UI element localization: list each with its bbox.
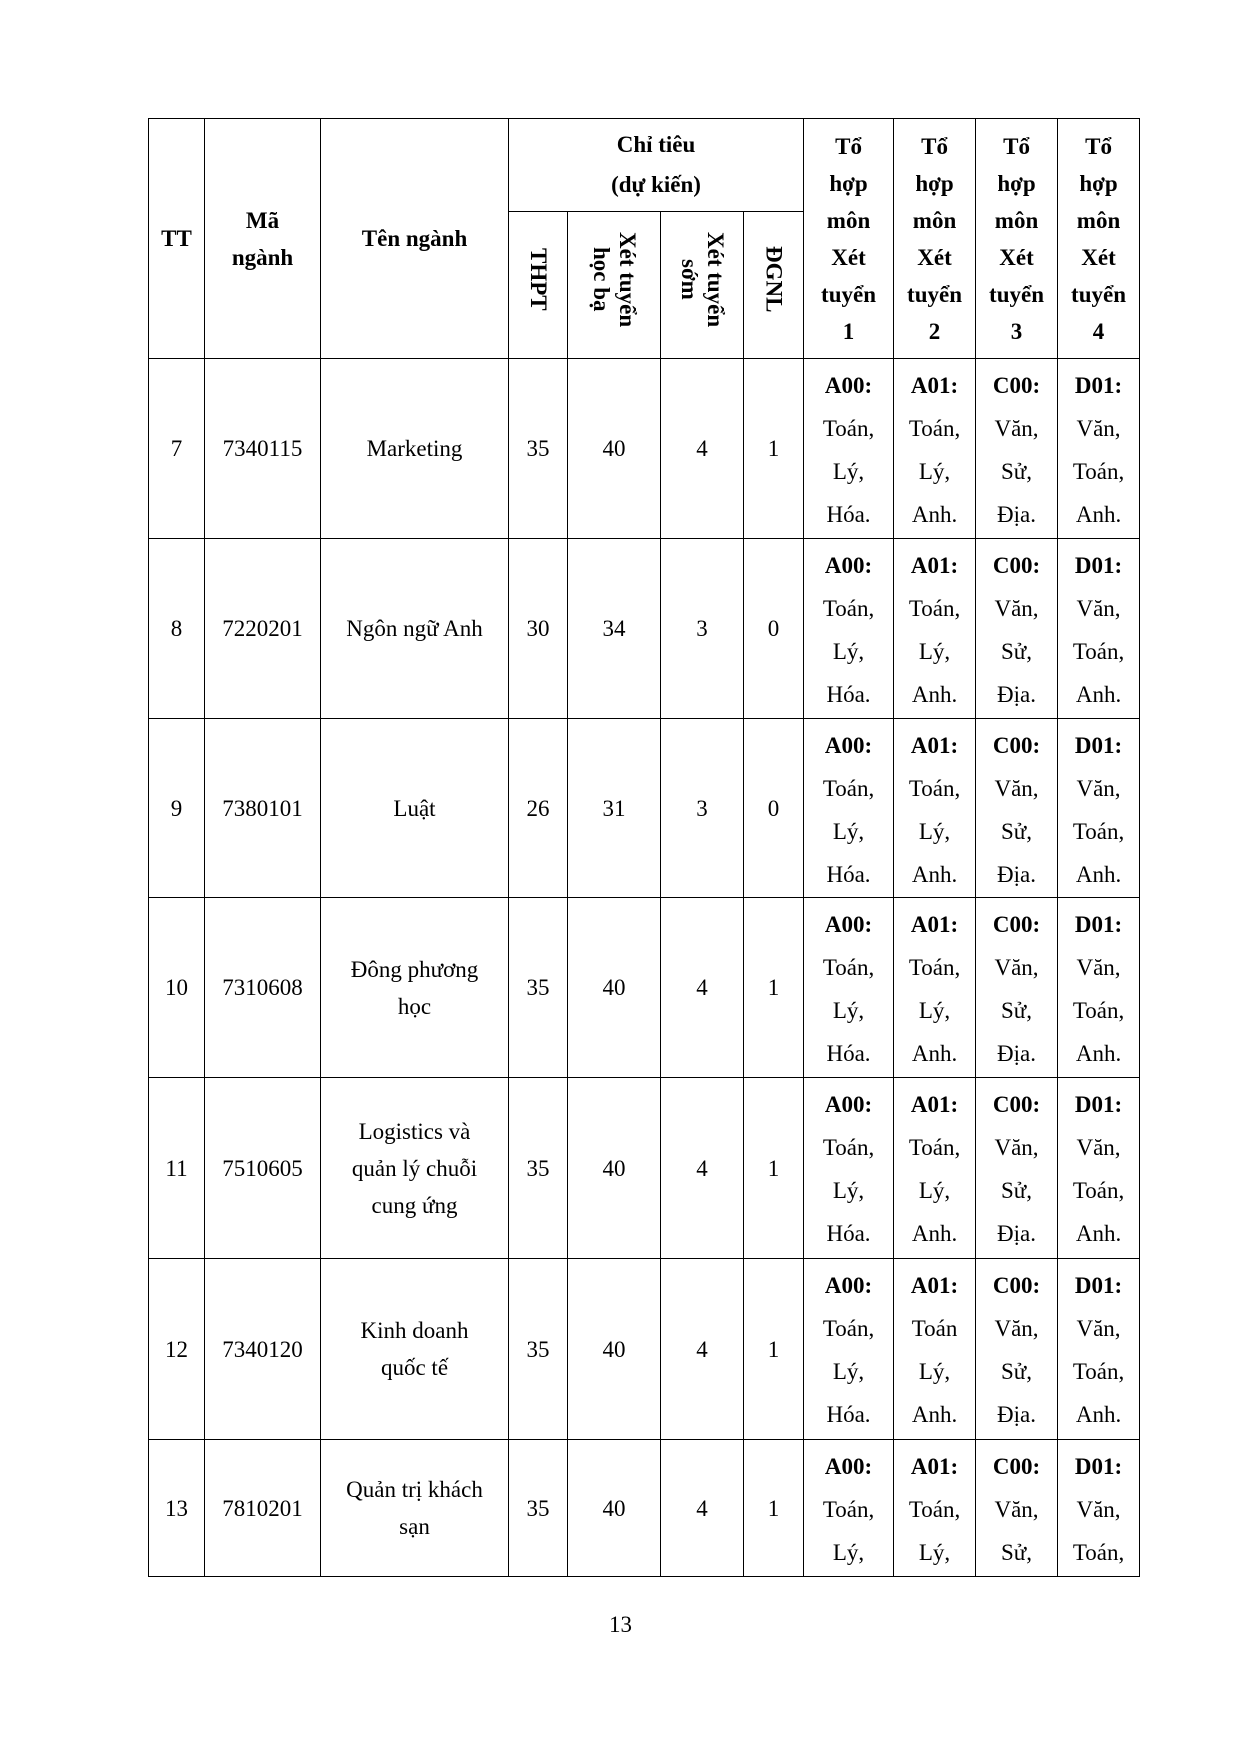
- combo-code: C00:: [992, 373, 1041, 398]
- header-chi-tieu: [509, 119, 804, 212]
- combo-code: D01:: [1074, 1092, 1123, 1117]
- combo-code: A01:: [910, 1454, 959, 1479]
- combo-subject: Văn,: [1076, 1497, 1121, 1522]
- combo-subject: Toán,: [1072, 459, 1125, 484]
- combo-subject: Văn,: [1076, 955, 1121, 980]
- combo-subject: Anh.: [1075, 682, 1122, 707]
- combo-code: D01:: [1074, 1273, 1123, 1298]
- cell-ma-nganh: 7340120: [205, 1259, 321, 1440]
- combo-subject: Sử,: [1001, 998, 1033, 1023]
- combo-code: D01:: [1074, 373, 1123, 398]
- cell-ma-nganh: 7340115: [205, 359, 321, 539]
- combo-subject: Toán,: [908, 416, 961, 441]
- combo-subject: Địa.: [997, 1221, 1037, 1246]
- combo-code: A01:: [910, 1092, 959, 1117]
- combo-subject: Anh.: [1075, 1041, 1122, 1066]
- combo-subject: Toán,: [1072, 639, 1125, 664]
- combo-subject: Lý,: [918, 1178, 951, 1203]
- cell-combo-4: [1058, 719, 1140, 898]
- combo-subject: Anh.: [911, 502, 958, 527]
- header-combo-line: 3: [1010, 318, 1023, 344]
- combo-subject: Anh.: [1075, 862, 1122, 887]
- combo-subject: Lý,: [832, 998, 865, 1023]
- combo-code: A01:: [910, 733, 959, 758]
- cell-som: 4: [661, 1078, 744, 1259]
- header-combo-line: môn: [994, 207, 1039, 233]
- cell-combo-1: [804, 898, 894, 1078]
- cell-combo-3: [976, 898, 1058, 1078]
- header-combo-line: Tổ: [921, 133, 948, 159]
- table-row: [149, 898, 1140, 1078]
- combo-subject: Văn,: [994, 955, 1039, 980]
- combo-subject: Lý,: [832, 1540, 865, 1565]
- cell-combo-1: [804, 719, 894, 898]
- cell-combo-2: [894, 539, 976, 719]
- header-ma-nganh: [205, 119, 321, 359]
- header-combo-2: [894, 119, 976, 359]
- cell-ma-nganh: 7510605: [205, 1078, 321, 1259]
- ten-nganh-line: học: [397, 993, 432, 1019]
- cell-som: 4: [661, 1259, 744, 1440]
- combo-subject: Lý,: [918, 1540, 951, 1565]
- cell-combo-3: [976, 359, 1058, 539]
- combo-subject: Địa.: [997, 1041, 1037, 1066]
- header-combo-line: môn: [826, 207, 871, 233]
- cell-combo-1: [804, 539, 894, 719]
- header-ma-nganh-line: Mã: [245, 207, 280, 233]
- ten-nganh-line: quản lý chuỗi: [351, 1155, 478, 1181]
- combo-subject: Lý,: [918, 639, 951, 664]
- header-combo-line: Tổ: [835, 133, 862, 159]
- combo-subject: Anh.: [911, 862, 958, 887]
- combo-subject: Sử,: [1001, 1359, 1033, 1384]
- header-combo-line: Xét: [917, 244, 952, 270]
- combo-subject: Lý,: [832, 1359, 865, 1384]
- combo-subject: Lý,: [918, 819, 951, 844]
- combo-subject: Toán,: [1072, 1359, 1125, 1384]
- combo-code: D01:: [1074, 912, 1123, 937]
- cell-ten-nganh: [321, 359, 509, 539]
- combo-subject: Văn,: [1076, 1316, 1121, 1341]
- combo-subject: Sử,: [1001, 459, 1033, 484]
- combo-subject: Hóa.: [826, 682, 871, 707]
- header-chi-tieu-line: (dự kiến): [611, 172, 701, 197]
- cell-thpt: 35: [509, 1440, 568, 1577]
- combo-subject: Anh.: [911, 1402, 958, 1427]
- cell-combo-4: [1058, 1259, 1140, 1440]
- combo-code: A00:: [824, 912, 873, 937]
- combo-subject: Địa.: [997, 862, 1037, 887]
- combo-subject: Văn,: [994, 1316, 1039, 1341]
- header-combo-line: Tổ: [1085, 133, 1112, 159]
- cell-combo-2: [894, 898, 976, 1078]
- cell-dgnl: 0: [744, 539, 804, 719]
- combo-subject: Văn,: [1076, 776, 1121, 801]
- ten-nganh-line: Kinh doanh: [360, 1318, 469, 1343]
- combo-subject: Địa.: [997, 502, 1037, 527]
- combo-subject: Lý,: [918, 459, 951, 484]
- cell-combo-1: [804, 1078, 894, 1259]
- table-body: [149, 359, 1140, 1577]
- header-combo-line: hợp: [1079, 170, 1118, 196]
- combo-code: C00:: [992, 912, 1041, 937]
- combo-code: A01:: [910, 553, 959, 578]
- combo-subject: Văn,: [994, 1135, 1039, 1160]
- cell-tt: 13: [149, 1440, 205, 1577]
- header-ten-nganh: Tên ngành: [321, 119, 509, 359]
- ten-nganh-line: Logistics và: [358, 1118, 471, 1144]
- combo-code: D01:: [1074, 733, 1123, 758]
- cell-ma-nganh: 7310608: [205, 898, 321, 1078]
- header-som-text: Xét tuyển sớm: [677, 231, 728, 328]
- combo-code: D01:: [1074, 553, 1123, 578]
- cell-combo-2: [894, 359, 976, 539]
- combo-subject: Toán,: [908, 776, 961, 801]
- combo-subject: Toán,: [908, 955, 961, 980]
- header-combo-line: hợp: [997, 170, 1036, 196]
- combo-subject: Anh.: [1075, 1402, 1122, 1427]
- cell-hoc-ba: 40: [568, 1259, 661, 1440]
- combo-subject: Toán,: [1072, 998, 1125, 1023]
- header-ma-nganh-line: ngành: [231, 244, 294, 270]
- header-dgnl-text: ĐGNL: [761, 246, 787, 313]
- combo-subject: Địa.: [997, 1402, 1037, 1427]
- cell-ma-nganh: 7220201: [205, 539, 321, 719]
- header-combo-line: tuyển: [989, 281, 1044, 307]
- combo-subject: Toán,: [1072, 1540, 1125, 1565]
- cell-combo-3: [976, 1078, 1058, 1259]
- cell-combo-3: [976, 719, 1058, 898]
- combo-subject: Toán,: [822, 596, 875, 621]
- cell-dgnl: 1: [744, 359, 804, 539]
- combo-subject: Hóa.: [826, 1221, 871, 1246]
- combo-subject: Lý,: [832, 639, 865, 664]
- combo-code: A01:: [910, 373, 959, 398]
- combo-code: D01:: [1074, 1454, 1123, 1479]
- combo-subject: Toán,: [822, 416, 875, 441]
- cell-combo-2: [894, 719, 976, 898]
- cell-thpt: 30: [509, 539, 568, 719]
- header-combo-line: môn: [1076, 207, 1121, 233]
- cell-som: 3: [661, 719, 744, 898]
- combo-code: A00:: [824, 733, 873, 758]
- ten-nganh-line: Đông phương: [350, 956, 479, 982]
- cell-tt: 11: [149, 1078, 205, 1259]
- header-combo-line: hợp: [829, 170, 868, 196]
- combo-subject: Toán,: [908, 1497, 961, 1522]
- cell-combo-2: [894, 1078, 976, 1259]
- table-row: [149, 719, 1140, 898]
- cell-som: 4: [661, 898, 744, 1078]
- combo-code: A00:: [824, 1273, 873, 1298]
- cell-hoc-ba: 40: [568, 1078, 661, 1259]
- combo-subject: Toán,: [1072, 819, 1125, 844]
- cell-dgnl: 1: [744, 1259, 804, 1440]
- combo-subject: Hóa.: [826, 1402, 871, 1427]
- combo-subject: Toán,: [822, 776, 875, 801]
- header-combo-4: [1058, 119, 1140, 359]
- table-row: [149, 1078, 1140, 1259]
- cell-combo-2: [894, 1259, 976, 1440]
- cell-ten-nganh: [321, 1440, 509, 1577]
- cell-tt: 12: [149, 1259, 205, 1440]
- cell-combo-4: [1058, 539, 1140, 719]
- header-combo-line: 2: [928, 318, 941, 344]
- combo-subject: Sử,: [1001, 639, 1033, 664]
- cell-hoc-ba: 34: [568, 539, 661, 719]
- combo-code: A00:: [824, 553, 873, 578]
- cell-combo-4: [1058, 898, 1140, 1078]
- header-combo-line: 1: [842, 318, 855, 344]
- combo-subject: Anh.: [1075, 502, 1122, 527]
- cell-combo-1: [804, 359, 894, 539]
- header-combo-line: Tổ: [1003, 133, 1030, 159]
- header-combo-line: 4: [1092, 318, 1105, 344]
- cell-hoc-ba: 31: [568, 719, 661, 898]
- cell-thpt: 26: [509, 719, 568, 898]
- cell-combo-1: [804, 1440, 894, 1577]
- header-dgnl: [744, 212, 804, 359]
- combo-subject: Lý,: [832, 819, 865, 844]
- cell-hoc-ba: 40: [568, 359, 661, 539]
- cell-ten-nganh: [321, 898, 509, 1078]
- cell-thpt: 35: [509, 1078, 568, 1259]
- combo-subject: Văn,: [994, 1497, 1039, 1522]
- combo-subject: Sử,: [1001, 1178, 1033, 1203]
- combo-subject: Toán,: [822, 955, 875, 980]
- header-combo-line: Xét: [1081, 244, 1116, 270]
- header-hoc-ba-text: Xét tuyển học bạ: [589, 231, 640, 328]
- combo-code: A00:: [824, 1092, 873, 1117]
- cell-ma-nganh: 7810201: [205, 1440, 321, 1577]
- cell-thpt: 35: [509, 898, 568, 1078]
- cell-som: 4: [661, 1440, 744, 1577]
- cell-dgnl: 0: [744, 719, 804, 898]
- combo-subject: Anh.: [911, 1221, 958, 1246]
- combo-subject: Văn,: [1076, 1135, 1121, 1160]
- combo-subject: Sử,: [1001, 819, 1033, 844]
- header-combo-line: Xét: [999, 244, 1034, 270]
- combo-code: C00:: [992, 553, 1041, 578]
- combo-code: C00:: [992, 1273, 1041, 1298]
- cell-hoc-ba: 40: [568, 898, 661, 1078]
- combo-subject: Toán,: [1072, 1178, 1125, 1203]
- combo-subject: Anh.: [911, 1041, 958, 1066]
- combo-subject: Anh.: [911, 682, 958, 707]
- combo-subject: Văn,: [994, 776, 1039, 801]
- cell-hoc-ba: 40: [568, 1440, 661, 1577]
- cell-combo-3: [976, 1440, 1058, 1577]
- header-combo-line: tuyển: [1071, 281, 1126, 307]
- cell-combo-3: [976, 1259, 1058, 1440]
- combo-subject: Hóa.: [826, 862, 871, 887]
- table-row: [149, 539, 1140, 719]
- combo-code: A00:: [824, 1454, 873, 1479]
- cell-som: 3: [661, 539, 744, 719]
- cell-combo-4: [1058, 359, 1140, 539]
- header-combo-line: môn: [912, 207, 957, 233]
- combo-subject: Địa.: [997, 682, 1037, 707]
- header-combo-line: hợp: [915, 170, 954, 196]
- cell-tt: 8: [149, 539, 205, 719]
- ten-nganh-line: Ngôn ngữ Anh: [346, 616, 483, 641]
- combo-subject: Hóa.: [826, 502, 871, 527]
- header-som: [661, 212, 744, 359]
- combo-subject: Toán: [911, 1316, 958, 1341]
- header-combo-line: tuyển: [907, 281, 962, 307]
- header-hoc-ba: [568, 212, 661, 359]
- header-combo-line: Xét: [831, 244, 866, 270]
- combo-subject: Lý,: [918, 1359, 951, 1384]
- cell-combo-2: [894, 1440, 976, 1577]
- ten-nganh-line: Luật: [393, 795, 436, 821]
- combo-subject: Toán,: [908, 596, 961, 621]
- ten-nganh-line: Quản trị khách: [346, 1477, 483, 1502]
- combo-subject: Lý,: [832, 459, 865, 484]
- ten-nganh-line: sạn: [399, 1514, 430, 1539]
- combo-subject: Lý,: [918, 998, 951, 1023]
- combo-subject: Toán,: [908, 1135, 961, 1160]
- combo-code: C00:: [992, 1454, 1041, 1479]
- table-row: [149, 1440, 1140, 1577]
- cell-som: 4: [661, 359, 744, 539]
- page-number: 13: [609, 1612, 632, 1637]
- cell-dgnl: 1: [744, 1078, 804, 1259]
- combo-code: C00:: [992, 1092, 1041, 1117]
- combo-subject: Toán,: [822, 1316, 875, 1341]
- cell-combo-1: [804, 1259, 894, 1440]
- cell-thpt: 35: [509, 359, 568, 539]
- ten-nganh-line: quốc tế: [380, 1355, 449, 1380]
- cell-combo-4: [1058, 1440, 1140, 1577]
- cell-tt: 9: [149, 719, 205, 898]
- cell-tt: 7: [149, 359, 205, 539]
- combo-subject: Sử,: [1001, 1540, 1033, 1565]
- combo-subject: Hóa.: [826, 1041, 871, 1066]
- cell-ten-nganh: [321, 539, 509, 719]
- ten-nganh-line: cung ứng: [371, 1192, 458, 1218]
- header-tt: TT: [149, 119, 205, 359]
- cell-tt: 10: [149, 898, 205, 1078]
- cell-ten-nganh: [321, 719, 509, 898]
- ten-nganh-line: Marketing: [366, 436, 463, 461]
- combo-subject: Toán,: [822, 1135, 875, 1160]
- header-combo-line: tuyển: [821, 281, 876, 307]
- combo-code: A01:: [910, 1273, 959, 1298]
- combo-subject: Văn,: [994, 416, 1039, 441]
- header-chi-tieu-line: Chỉ tiêu: [616, 132, 696, 157]
- combo-subject: Lý,: [832, 1178, 865, 1203]
- header-thpt-text: THPT: [526, 248, 551, 311]
- combo-subject: Văn,: [1076, 416, 1121, 441]
- combo-code: A01:: [910, 912, 959, 937]
- header-combo-3: [976, 119, 1058, 359]
- combo-subject: Toán,: [822, 1497, 875, 1522]
- combo-code: A00:: [824, 373, 873, 398]
- header-combo-1: [804, 119, 894, 359]
- combo-code: C00:: [992, 733, 1041, 758]
- table-row: [149, 359, 1140, 539]
- cell-thpt: 35: [509, 1259, 568, 1440]
- header-thpt: [509, 212, 568, 359]
- cell-dgnl: 1: [744, 898, 804, 1078]
- combo-subject: Anh.: [1075, 1221, 1122, 1246]
- table-row: [149, 1259, 1140, 1440]
- combo-subject: Văn,: [1076, 596, 1121, 621]
- cell-combo-3: [976, 539, 1058, 719]
- combo-subject: Văn,: [994, 596, 1039, 621]
- admission-quota-table: [148, 118, 1140, 1577]
- cell-combo-4: [1058, 1078, 1140, 1259]
- cell-ma-nganh: 7380101: [205, 719, 321, 898]
- table-header: [149, 119, 1140, 359]
- cell-ten-nganh: [321, 1078, 509, 1259]
- cell-dgnl: 1: [744, 1440, 804, 1577]
- cell-ten-nganh: [321, 1259, 509, 1440]
